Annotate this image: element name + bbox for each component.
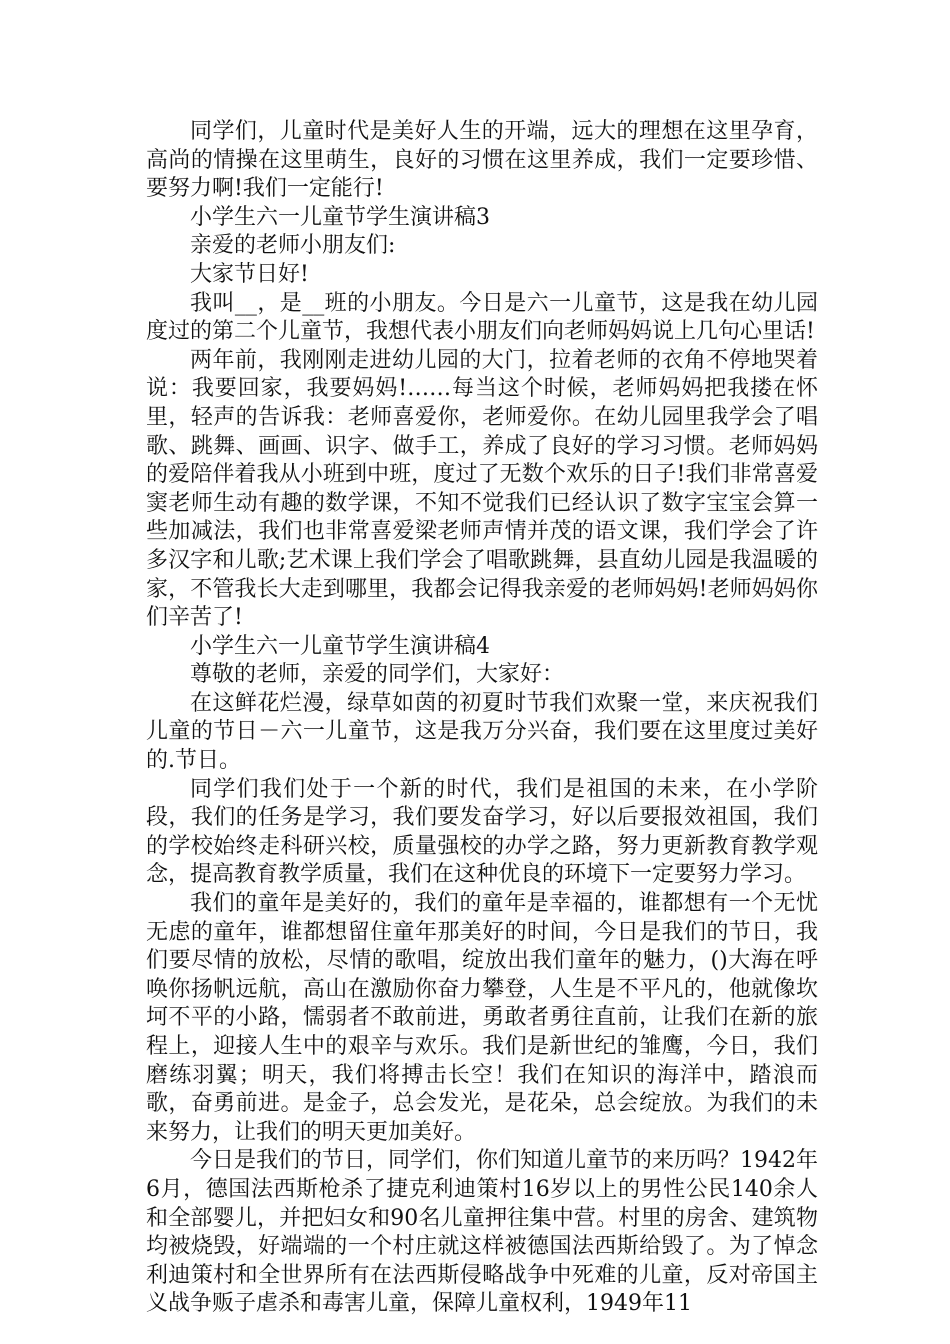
paragraph-new-era: 同学们我们处于一个新的时代，我们是祖国的未来，在小学阶段，我们的任务是学习，我们要发奋学习，好以后要报效祖国，我们的学校始终走科研兴校，质量强校的办学之路，努力更新教育教学观念，提高教育教学质量，我们在这种优良的环境下一定要努力学习。 (146, 776, 818, 888)
paragraph-childhood: 我们的童年是美好的，我们的童年是幸福的，谁都想有一个无忧无虑的童年，谁都想留住童年那美好的时间，今日是我们的节日，我们要尽情的放松，尽情的歌唱，绽放出我们童年的魅力，()大海在呼唤你扬帆远航，高山在激励你奋力攀登，人生是不平凡的，他就像坎坷不平的小路，懦弱者不敢前进，勇敢者勇往直前，让我们在新的旅程上，迎接人生中的艰辛与欢乐。我们是新世纪的雏鹰，今日，我们磨练羽翼；明天，我们将搏击长空！我们在知识的海洋中，踏浪而歌，奋勇前进。是金子，总会发光，是花朵，总会绽放。为我们的未来努力，让我们的明天更加美好。 (146, 891, 818, 1145)
paragraph-celebration: 在这鲜花烂漫，绿草如茵的初夏时节我们欢聚一堂，来庆祝我们儿童的节日－六一儿童节，这是我万分兴奋，我们要在这里度过美好的.节日。 (146, 690, 818, 774)
salutation-teachers-children: 亲爱的老师小朋友们: (190, 233, 396, 259)
salutation-respected-teachers: 尊敬的老师，亲爱的同学们，大家好： (190, 662, 565, 688)
document-page (146, 118, 818, 1319)
speech-title-3: 小学生六一儿童节学生演讲稿3 (190, 204, 490, 230)
paragraph-history: 今日是我们的节日，同学们，你们知道儿童节的来历吗？1942年6月，德国法西斯枪杀了捷克利迪策村16岁以上的男性公民140余人和全部婴儿，并把妇女和90名儿童押往集中营。村里的房舍、建筑物均被烧毁，好端端的一个村庄就这样被德国法西斯给毁了。为了悼念利迪策村和全世界所有在法西斯侵略战争中死难的儿童，反对帝国主义战争贩子虐杀和毒害儿童，保障儿童权利，1949年11 (146, 1148, 818, 1317)
paragraph-intro-closing: 同学们，儿童时代是美好人生的开端，远大的理想在这里孕育，高尚的情操在这里萌生，良好的习惯在这里养成，我们一定要珍惜、要努力啊!我们一定能行! (146, 119, 818, 202)
paragraph-kindergarten-memories: 两年前，我刚刚走进幼儿园的大门，拉着老师的衣角不停地哭着说：我要回家，我要妈妈!……每当这个时候，老师妈妈把我搂在怀里，轻声的告诉我：老师喜爱你，老师爱你。在幼儿园里我学会了唱歌、跳舞、画画、识字、做手工，养成了良好的学习习惯。老师妈妈的爱陪伴着我从小班到中班，度过了无数个欢乐的日子!我们非常喜爱窦老师生动有趣的数学课，不知不觉我们已经认识了数字宝宝会算一些加减法，我们也非常喜爱梁老师声情并茂的语文课，我们学会了许多汉字和儿歌;艺术课上我们学会了唱歌跳舞，县直幼儿园是我温暖的家，不管我长大走到哪里，我都会记得我亲爱的老师妈妈!老师妈妈你们辛苦了! (146, 347, 818, 631)
greeting-happy-holiday: 大家节日好! (190, 261, 309, 287)
paragraph-self-introduction: 我叫__，是__班的小朋友。今日是六一儿童节，这是我在幼儿园度过的第二个儿童节，我想代表小朋友们向老师妈妈说上几句心里话! (146, 290, 818, 345)
speech-title-4: 小学生六一儿童节学生演讲稿4 (190, 633, 490, 659)
